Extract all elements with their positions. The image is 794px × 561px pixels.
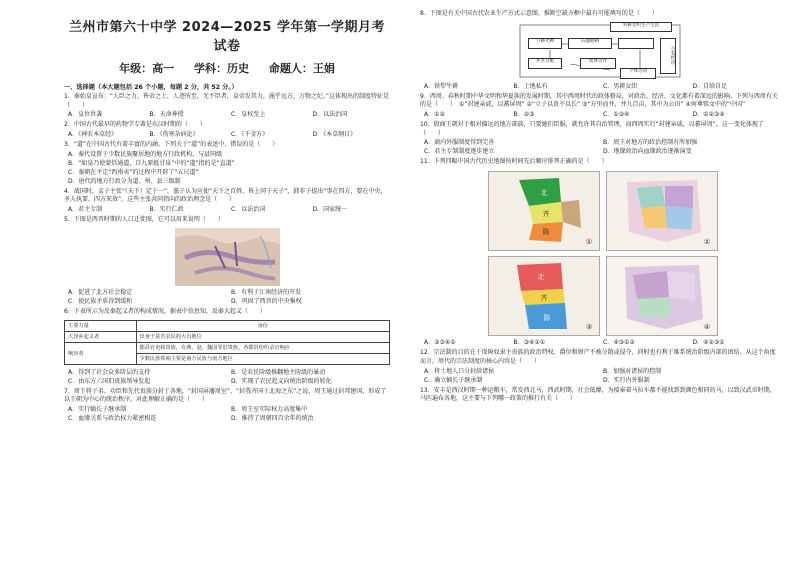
- option[interactable]: C．以法治国: [231, 206, 266, 214]
- author-label: 命题人：王娟: [268, 62, 335, 75]
- option[interactable]: D．实行内外服制: [603, 376, 650, 384]
- agriculture-flow-diagram: [510, 22, 690, 80]
- question-4-options: [64, 205, 390, 214]
- map-4: [606, 256, 718, 336]
- flow-box: 石器锄耕: [568, 38, 612, 49]
- option[interactable]: C．①③④: [603, 111, 630, 119]
- option[interactable]: A．实行嫡长子继承制: [68, 405, 127, 413]
- option[interactable]: B．土地私有: [513, 82, 548, 90]
- question-13: 13．安丰是西汉时期一种运粮车，常发西北马，西武时期，社会低靡，为接奉着马拉车都不能找到到颜色相同的马，以致汉武帝时期，马匹遍布各地，这主要与下列哪一政策的推行有关（ ）: [420, 386, 776, 403]
- option[interactable]: B．加强对诸侯的控制: [603, 367, 662, 375]
- question-1: 1．秦始皇宣布：“人臣之力，皆帝之土，人迹所至，无不臣者，皇帝发其力，施乎远方，万物之纪。”这体现出的制度特征是（ ）: [64, 93, 390, 109]
- option[interactable]: D．国家统一: [312, 206, 348, 214]
- option[interactable]: D．实现了农民起义向统治阶级的转化: [231, 377, 332, 385]
- question-3: 3．“道”在中国古代有着丰富的内涵。下列关于“道”的表述中，错误的是（ ）: [64, 141, 279, 149]
- map-label: 齐: [542, 210, 550, 219]
- left-column: [64, 8, 390, 557]
- option[interactable]: A．秦代设置于少数民族聚居地的地方行政机构，与县同级: [68, 150, 223, 158]
- question-11: 11．下列四幅中国古代历史地图按时间先后顺序排列正确的是（ ）: [420, 158, 608, 166]
- question-9-options: [420, 110, 778, 119]
- question-7: 7．周王将子弟、功臣和先代贵族分封于各地，“封国屏藩周室”，“封我齐国于北海之东”之说，周王通过封邦建国，形成了以王朝为中心的统治秩序，对此理解正确的是（ ）: [64, 387, 387, 404]
- flow-box-blank: [618, 38, 654, 49]
- question-5: 5．下图是西晋时期的人口迁徙图，它可以用来说明（ ）: [64, 216, 224, 224]
- map-label: 陈: [543, 314, 551, 323]
- option[interactable]: D．以法治国: [312, 111, 348, 119]
- question-10-options: [420, 138, 778, 156]
- option[interactable]: A．《神农本草经》: [68, 131, 118, 139]
- history-maps-grid: [488, 171, 718, 336]
- question-12: 12．宗法制的目的在于保障奴隶主贵族的政治特权、爵位和财产不被分散或侵夺，同时也有利于维系统治阶级内部的团结。从这个角度而言，周代的宗法制度的核心内容是（ ）: [420, 349, 776, 365]
- option[interactable]: D．④②③①: [692, 339, 725, 347]
- map-3-image: [489, 257, 599, 335]
- exam-title: 兰州市第六十中学 2024—2025 学年第一学期月考试卷: [69, 20, 385, 54]
- option[interactable]: C．④③①②: [603, 339, 635, 347]
- flow-box: 共享分配: [528, 58, 562, 69]
- right-column: [420, 8, 778, 557]
- option[interactable]: C．皇权至上: [231, 111, 266, 119]
- option[interactable]: C．确立嫡长子继承制: [424, 376, 483, 384]
- option[interactable]: B．天命神授: [149, 111, 184, 119]
- question-3-options: [64, 150, 390, 186]
- question-7-options: [64, 405, 390, 423]
- migration-map-figure: [175, 228, 280, 286]
- option[interactable]: A．将土地人口分封给诸侯: [424, 367, 495, 375]
- question-6-options: [64, 368, 390, 386]
- question-12-options: [420, 367, 778, 385]
- option[interactable]: A．商内外服制度得到完善: [424, 139, 495, 147]
- table-header: 主要力量: [65, 320, 137, 331]
- question-10: 10．殷商王朝对于相对偏远的地方部族，只要她们臣服，就允许其自治管理，而西周实行“封建亲戚，以蕃屏周”。这一变化体现了（ ）: [420, 121, 764, 137]
- map-number: ②: [703, 238, 711, 247]
- option[interactable]: D．巩固了西晋的中央集权: [231, 297, 302, 305]
- option[interactable]: C．血缘关系与政治权力紧密相连: [68, 414, 157, 422]
- table-cell: 出身于贫苦农民的大有地位: [136, 331, 390, 342]
- option[interactable]: B．实行仁政: [149, 206, 184, 214]
- option[interactable]: A．②③④①: [424, 339, 456, 347]
- option[interactable]: D．《本草纲目》: [312, 131, 357, 139]
- map-1-image: [489, 172, 599, 250]
- flow-box: 集体劳作: [580, 58, 616, 69]
- flow-box: 小农经济: [660, 38, 676, 74]
- map-number: ③: [585, 323, 593, 332]
- option[interactable]: C．使民族矛盾得到缓和: [68, 297, 133, 305]
- option[interactable]: B．周王室实际权力高度集中: [231, 405, 308, 413]
- table-header: 身份: [136, 320, 390, 331]
- option[interactable]: B．周王对地方的政治控制有所加强: [603, 139, 698, 147]
- option[interactable]: C．《千金方》: [231, 131, 269, 139]
- option[interactable]: B．是农民阶级推翻地主阶级的暴动: [231, 368, 326, 376]
- map-3: [488, 256, 600, 336]
- question-2-options: [64, 130, 390, 139]
- table-row: [65, 331, 390, 342]
- table-cell: 少数民族领袖主要是南方民族与南方地区: [136, 353, 390, 364]
- section-heading: 一、选择题（本大题包括 26 个小题，每题 2 分，共 52 分。）: [64, 84, 238, 91]
- question-2: 2．中国古代最早的药物学专著是东汉时期的（ ）: [64, 121, 206, 129]
- map-4-image: [607, 257, 717, 335]
- option[interactable]: D．唐代的地方行政分为道、州、县三级制: [68, 177, 181, 185]
- question-5-options: [64, 288, 390, 306]
- migration-map-image: [175, 228, 280, 286]
- map-2-image: [607, 172, 717, 250]
- subject-label: 学科：历史: [194, 62, 249, 75]
- question-1-options: [64, 110, 390, 119]
- map-number: ①: [585, 238, 593, 247]
- option[interactable]: B．③④②①: [513, 339, 546, 347]
- question-9: 9．西周、春秋时期中华文明和华夏族的发展时期，其中西周时代的政体格局，对政治、经济、文化都有着深远的影响。下列与西周有关的是（ ） ①“封建亲戚，以蕃屏周” ②“立子以贵不以长” ③“方里而井，井九百亩，其中为公田” ④何尊铭文中的“中国”: [420, 92, 778, 109]
- option[interactable]: A．皇位世袭: [68, 111, 103, 119]
- grade-label: 年级：高一: [119, 62, 175, 75]
- question-11-options: [420, 338, 778, 347]
- rebellion-table: [64, 320, 390, 365]
- exam-subheader: [64, 60, 390, 76]
- table-cell: 郡县官吏和贵族，有燕、赵、魏国等旧贵族，各郡县纷纷杀官响应: [136, 342, 390, 353]
- map-label: 齐: [540, 294, 548, 303]
- option[interactable]: C．男耕女织: [603, 82, 638, 90]
- option[interactable]: D．①②③④: [692, 111, 725, 119]
- table-cell: 大泽乡起义者: [65, 331, 137, 342]
- question-8: 8．下图是有关中国古代农业生产方式示意图，推断空缺方框中最有可能填写的是（ ）: [420, 10, 658, 17]
- option[interactable]: A．铁犁牛耕: [424, 82, 459, 90]
- map-2: [606, 171, 718, 251]
- option[interactable]: A．得到了社会众多阶层的支持: [68, 368, 151, 376]
- option[interactable]: C．秦朝在平定“西南夷”的过程中开辟了“五尺道”: [68, 168, 199, 176]
- option[interactable]: B．②③: [513, 111, 535, 119]
- flow-box-top: 男耕女织生产生活: [610, 22, 672, 32]
- map-label: 北: [540, 189, 548, 198]
- question-8-options: [420, 82, 778, 91]
- option[interactable]: B．有利于江南经济的开发: [231, 288, 302, 296]
- flow-box: 个体劳动: [620, 68, 656, 79]
- option[interactable]: A．①②: [424, 111, 445, 119]
- option[interactable]: C．君主专制制度逐步建立: [424, 148, 495, 156]
- question-6: 6．下表所示为反秦起义者的构成情况，据表中信息知，反秦大起义（ ）: [64, 307, 266, 315]
- option[interactable]: D．地缘政治向血缘政治逐渐演变: [603, 148, 692, 156]
- option[interactable]: C．由东方六国旧贵族领导发起: [68, 377, 151, 385]
- table-row: [65, 342, 390, 353]
- option[interactable]: A．促进了北方社会稳定: [68, 288, 133, 296]
- table-cell: 响应者: [65, 342, 137, 364]
- map-1: [488, 171, 600, 251]
- map-label: 北: [537, 273, 545, 282]
- option[interactable]: B．《伤寒杂病论》: [149, 131, 199, 139]
- flow-box: 刀耕火种: [528, 38, 562, 49]
- option[interactable]: B．“如皇乃使蒙恬通道，自九原抵甘泉”中的“道”指的是“直道”: [68, 159, 235, 167]
- map-number: ④: [703, 323, 711, 332]
- option[interactable]: A．君主专制: [68, 206, 103, 214]
- question-4: 4．战国时，孟子主张“（天下）定于一”，墨子认为应使“天下之百姓，皆上同于天子”，韩非子提出“事在四方，要在中央，圣人执要，四方来效”。这些主张共同指向的政治理念是（ ）: [64, 187, 387, 204]
- option[interactable]: D．自给自足: [692, 82, 728, 90]
- option[interactable]: D．推持了周朝四百余年的统治: [231, 414, 314, 422]
- map-label: 陈: [542, 228, 550, 237]
